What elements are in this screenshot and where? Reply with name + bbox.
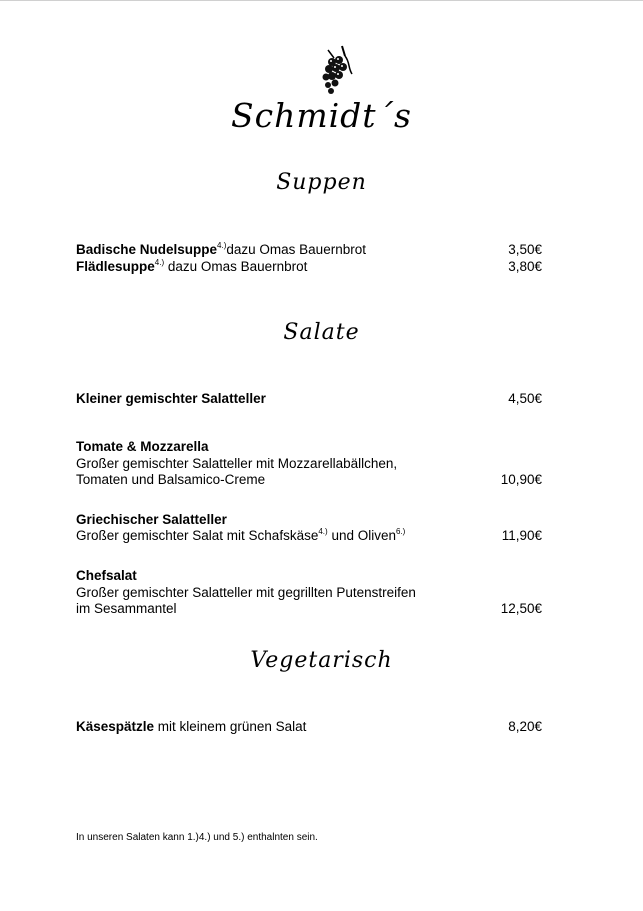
restaurant-name: Schmidt´s [230,96,412,135]
menu-item-chefsalat [76,567,542,584]
item-price: 4,50€ [508,391,542,406]
menu-item-flaedlesuppe [76,258,542,275]
item-description: Großer gemischter Salatteller mit gegrillten Putenstreifen [76,585,416,600]
item-description: Tomaten und Balsamico-Creme [76,472,266,487]
top-rule [0,0,643,1]
item-name: Tomate & Mozzarella [76,439,209,454]
item-name: Badische Nudelsuppe [76,242,218,257]
item-price: 3,80€ [508,259,542,274]
item-price: 10,90€ [500,472,542,487]
item-name: Chefsalat [76,568,137,583]
allergen-footnote: In unseren Salaten kann 1.)4.) und 5.) enthalnten sein. [76,832,318,843]
item-note: 4.) [217,241,227,250]
menu-item-griechischer-salatteller [76,511,542,528]
section-title-vegetarisch: Vegetarisch [250,648,393,673]
item-note: 4.) [154,258,165,267]
item-note: 4.) [318,527,328,536]
item-description: mit kleinem grünen Salat [154,719,307,734]
menu-item-kaesespaetzle [76,718,542,735]
item-price: 12,50€ [500,601,542,616]
section-title-suppen: Suppen [276,170,367,195]
item-description-line [76,527,542,544]
item-price: 3,50€ [508,242,542,257]
item-description: und Oliven [327,528,396,543]
item-description-line [76,600,542,617]
item-price: 11,90€ [501,528,542,543]
item-name: Flädlesuppe [76,259,155,274]
section-title-salate: Salate [283,320,360,345]
item-description-line [76,584,542,601]
menu-item-tomate-mozzarella [76,438,542,455]
item-description-line [76,455,542,472]
item-name: Kleiner gemischter Salatteller [76,391,266,406]
item-name: Käsespätzle [76,719,155,734]
item-name: Griechischer Salatteller [76,512,227,527]
item-description: dazu Omas Bauernbrot [226,242,366,257]
item-description: dazu Omas Bauernbrot [164,259,308,274]
item-description: Großer gemischter Salatteller mit Mozzarellabällchen, [76,456,398,471]
item-description-line [76,471,542,488]
item-description: Großer gemischter Salat mit Schafskäse [76,528,319,543]
item-description: im Sesammantel [76,601,177,616]
menu-item-kleiner-salatteller [76,390,542,407]
item-note: 6.) [395,527,406,536]
item-price: 8,20€ [508,719,542,734]
menu-item-badische-nudelsuppe [76,241,542,258]
